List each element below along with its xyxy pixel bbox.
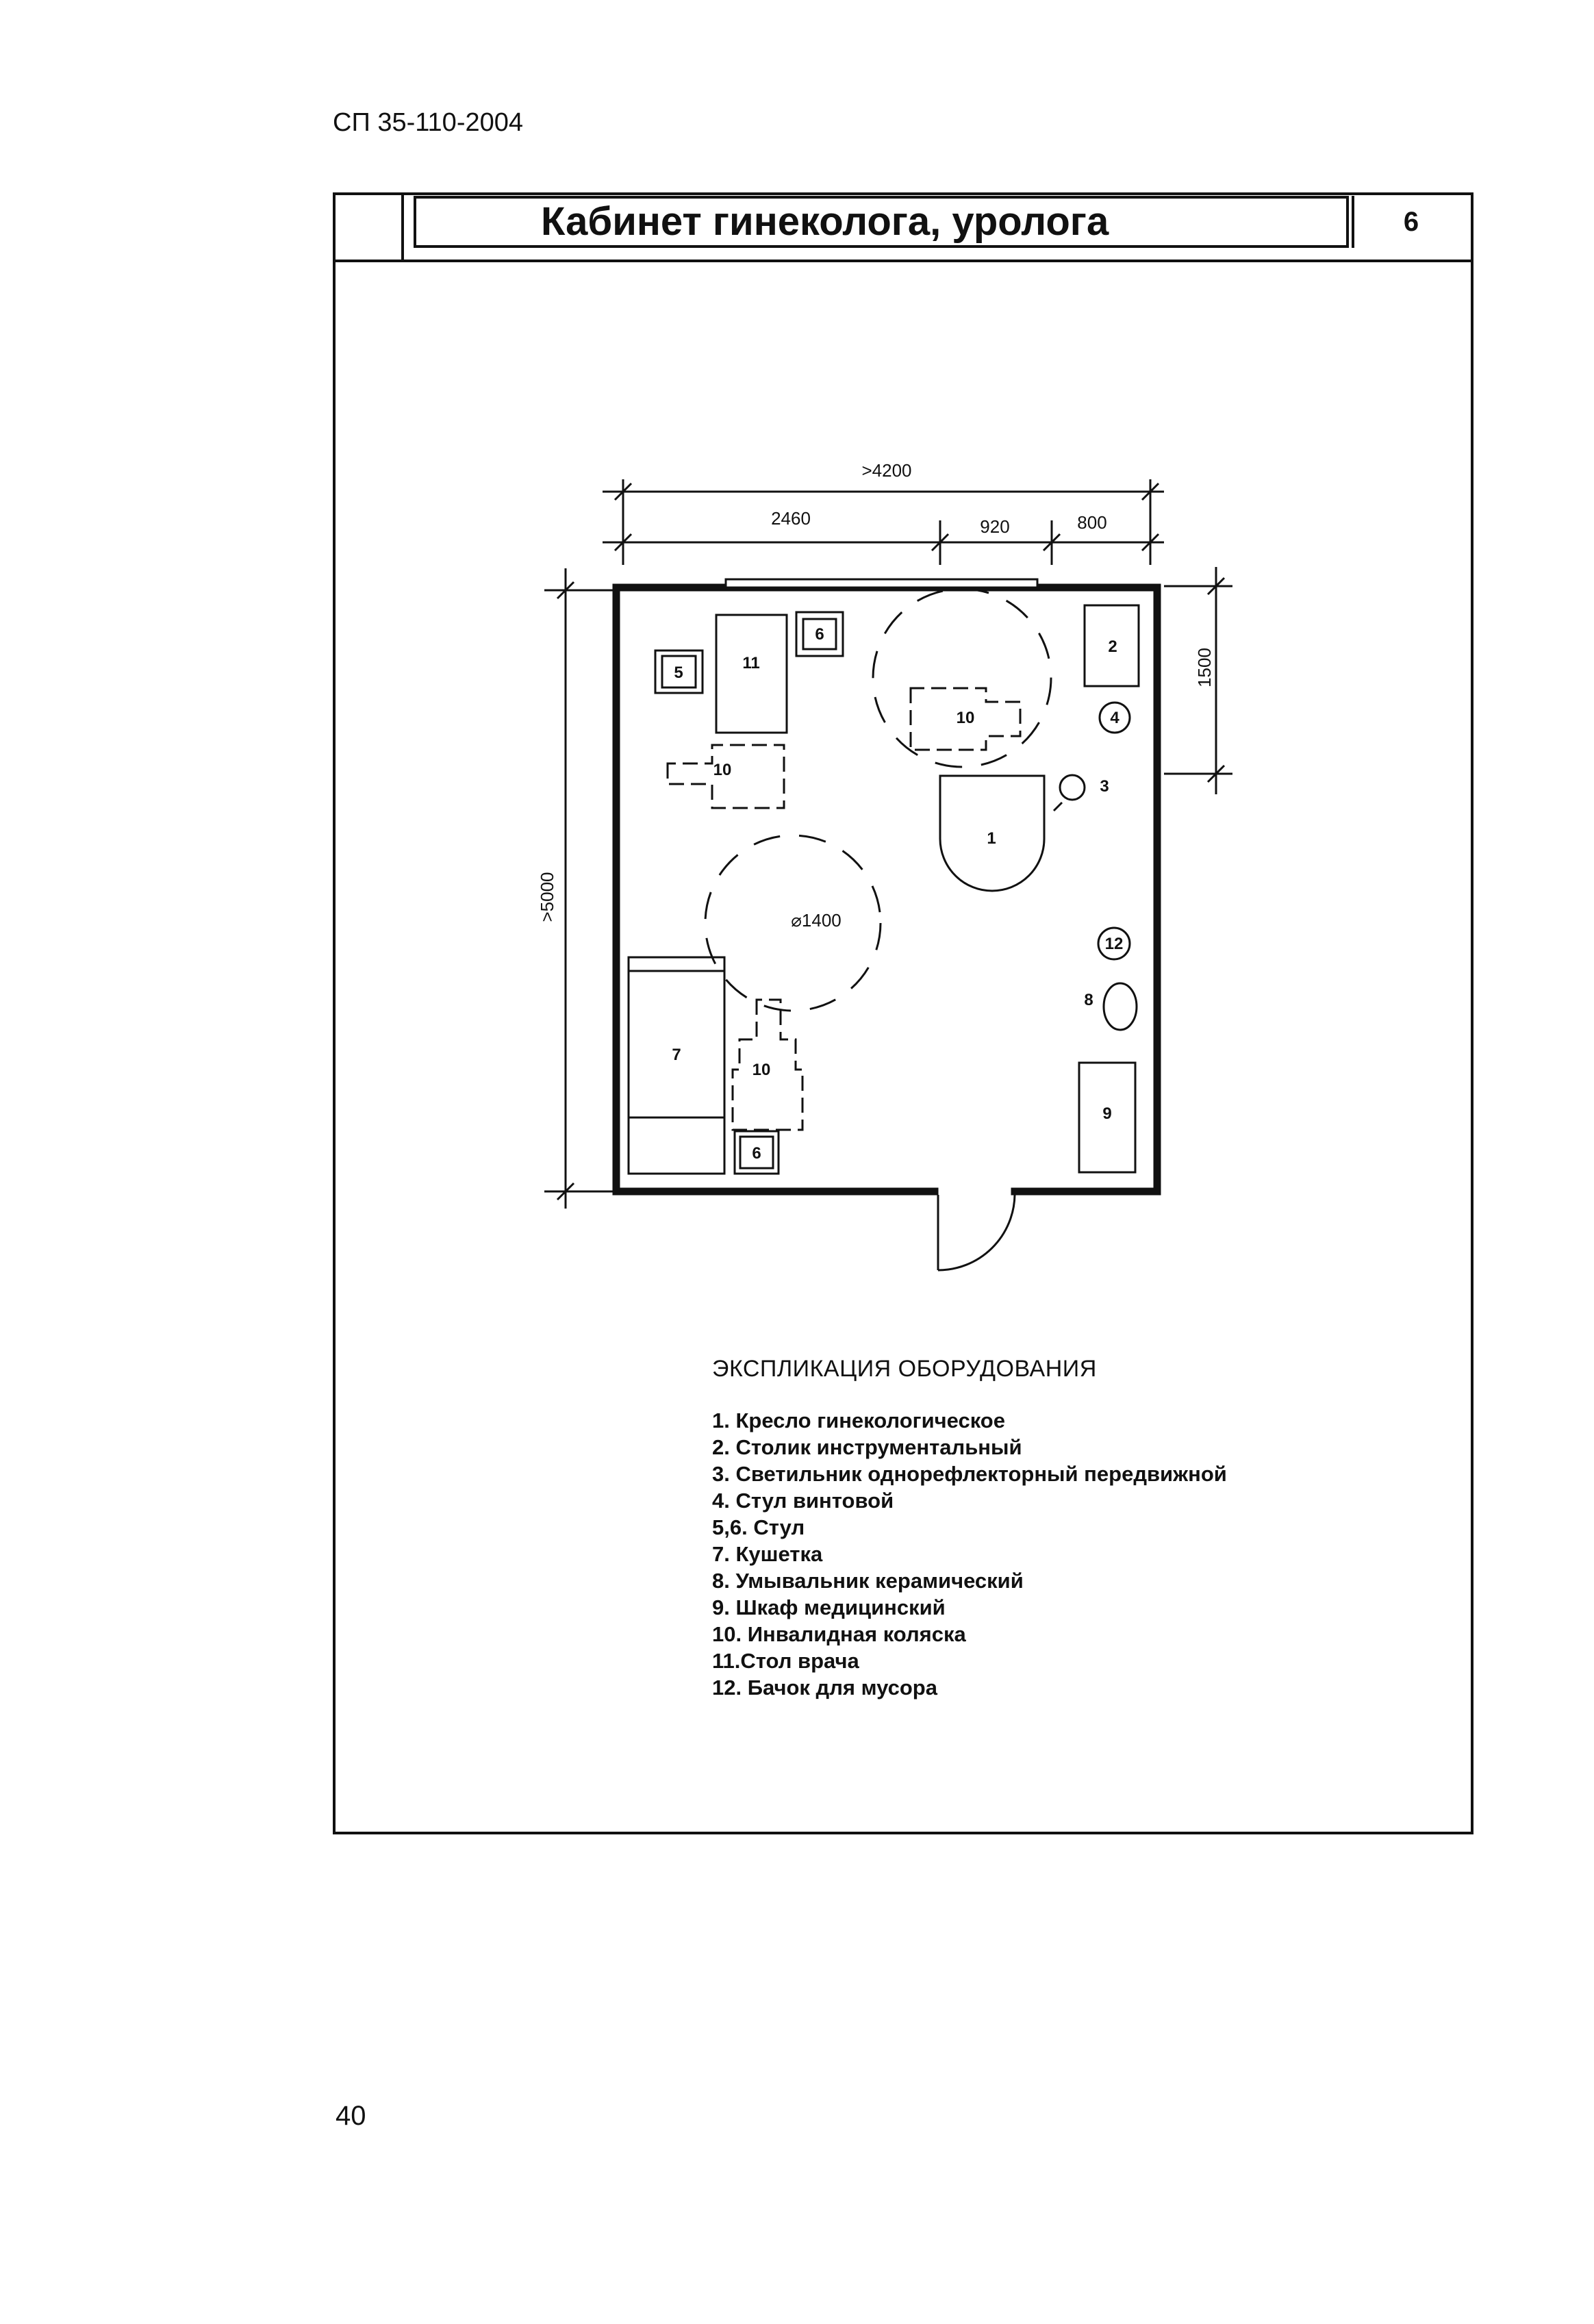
legend-item: 10. Инвалидная коляска [712,1622,966,1646]
legend-item: 3. Светильник однорефлекторный передвижной [712,1462,1227,1486]
dim-segment-3: 800 [1077,512,1107,533]
label-doctor-desk: 11 [742,654,760,672]
doctor-desk [716,615,787,733]
turning-circle-top [873,589,1051,767]
dim-right-side: 1500 [1194,648,1215,687]
dim-turning-circle: ⌀1400 [791,910,842,931]
legend-item: 7. Кушетка [712,1542,823,1566]
dim-room-height: >5000 [537,872,557,922]
dim-segment-2: 920 [980,516,1010,537]
label-washbasin: 8 [1084,991,1093,1009]
sheet-title: Кабинет гинеколога, уролога [541,199,1109,244]
legend-item: 2. Столик инструментальный [712,1435,1022,1459]
legend-item: 11.Стол врача [712,1649,859,1673]
legend-item: 4. Стул винтовой [712,1489,894,1513]
label-chair-5: 5 [674,664,683,682]
lamp [1060,775,1085,800]
room-walls [616,588,1157,1191]
legend-title: ЭКСПЛИКАЦИЯ ОБОРУДОВАНИЯ [712,1356,1097,1382]
label-couch: 7 [672,1046,681,1064]
label-gynecological-chair: 1 [987,829,996,848]
label-medical-cabinet: 9 [1102,1104,1112,1123]
label-chair-6-bottom: 6 [752,1144,761,1163]
lamp-stand [1054,803,1062,811]
label-screw-stool: 4 [1110,709,1119,727]
label-wheelchair-bottom: 10 [752,1061,771,1079]
sheet-number: 6 [1352,196,1468,248]
dim-total-width: >4200 [861,460,912,481]
legend-item: 12. Бачок для мусора [712,1676,937,1700]
label-wheelchair-top: 10 [956,709,975,727]
couch [629,957,724,1174]
page-number: 40 [336,2101,366,2131]
legend-item: 9. Шкаф медицинский [712,1595,946,1619]
dim-segment-1: 2460 [771,508,811,529]
label-instrument-table: 2 [1108,637,1117,656]
window [726,579,1037,588]
door [938,1195,1015,1270]
label-wheelchair-left: 10 [713,761,732,779]
washbasin [1104,983,1137,1030]
label-chair-6-top: 6 [815,625,824,644]
label-waste-bin: 12 [1104,935,1124,953]
legend-item: 5,6. Стул [712,1515,805,1539]
document-code: СП 35-110-2004 [333,108,524,137]
legend-item: 8. Умывальник керамический [712,1569,1024,1593]
label-lamp: 3 [1100,777,1109,796]
equipment-legend [712,1407,1227,1701]
legend-item: 1. Кресло гинекологическое [712,1409,1005,1432]
